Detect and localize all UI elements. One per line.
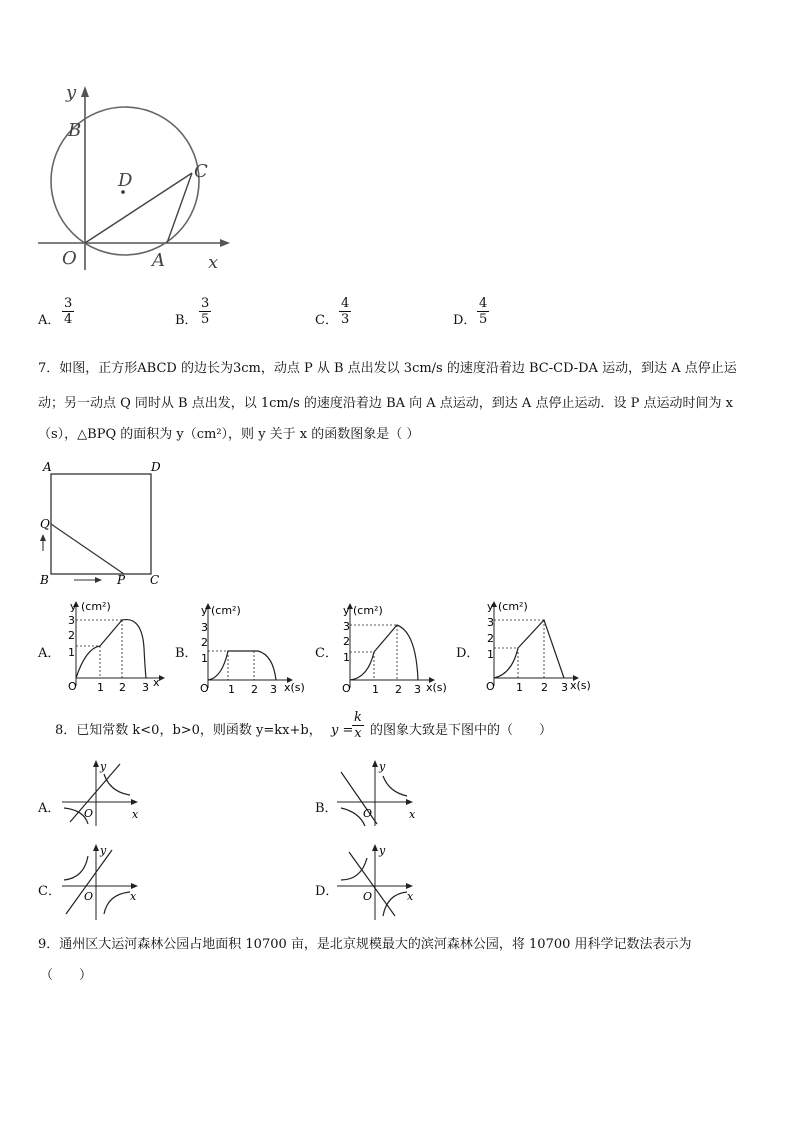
q8-text-prefix: 8．已知常数 k<0，b>0，则函数 y=kx+b， (55, 723, 322, 738)
q7-square-q: Q (40, 517, 50, 531)
q6-label-c: C (194, 161, 208, 182)
q7-square-figure (36, 458, 171, 588)
svg-text:2: 2 (395, 683, 402, 695)
svg-text:x: x (409, 808, 416, 821)
svg-text:O: O (84, 807, 94, 820)
svg-text:3: 3 (201, 621, 208, 634)
svg-text:1: 1 (372, 683, 379, 695)
svg-text:1: 1 (487, 648, 494, 661)
q9-text-line1: 9．通州区大运河森林公园占地面积 10700 亩，是北京规模最大的滨河森林公园，将 10700 用科学记数法表示为 (38, 937, 692, 952)
q6-label-d: D (118, 170, 133, 191)
svg-text:1: 1 (343, 651, 350, 664)
svg-text:x: x (132, 808, 139, 821)
q8-option-c-letter[interactable]: C． (38, 884, 61, 899)
q8-formula-y: y = (331, 723, 354, 738)
q7-square-d: D (151, 460, 161, 474)
svg-text:1: 1 (516, 681, 523, 693)
svg-text:(cm²): (cm²) (211, 604, 241, 617)
q7-square-a: A (43, 460, 52, 474)
svg-text:1: 1 (68, 646, 75, 659)
q8-option-b-letter[interactable]: B． (315, 801, 338, 816)
q7-graph-b (198, 600, 310, 699)
svg-text:y: y (487, 600, 494, 613)
q7-text-line3: （s），△BPQ 的面积为 y（cm²），则 y 关于 x 的函数图象是（ ） (38, 427, 420, 442)
q6-option-c-fraction (339, 296, 351, 327)
q7-option-d-letter[interactable]: D． (456, 646, 480, 661)
svg-text:3: 3 (414, 683, 421, 695)
svg-text:y: y (70, 600, 77, 613)
svg-text:O: O (200, 682, 209, 695)
svg-text:O: O (342, 682, 351, 695)
svg-text:y: y (201, 604, 208, 617)
svg-text:3: 3 (343, 620, 350, 633)
q7-square-p: P (117, 573, 126, 587)
q6-label-o: O (62, 248, 77, 269)
svg-text:O: O (363, 890, 373, 903)
svg-text:3: 3 (561, 681, 568, 693)
q6-option-b-letter[interactable]: B． (175, 313, 198, 328)
q6-label-x: x (208, 252, 219, 273)
q6-option-a-fraction (62, 296, 74, 327)
svg-text:2: 2 (487, 632, 494, 645)
svg-text:2: 2 (68, 629, 75, 642)
svg-text:x(s): x(s) (426, 681, 447, 694)
q8-graph-b (335, 758, 417, 832)
q6-option-d-fraction (477, 296, 489, 327)
svg-text:x(s): x(s) (570, 679, 591, 692)
q7-option-b-letter[interactable]: B． (175, 646, 198, 661)
q6-option-c-letter[interactable]: C． (315, 313, 338, 328)
svg-text:x: x (153, 676, 160, 689)
svg-text:1: 1 (97, 681, 104, 693)
q7-option-a-letter[interactable]: A． (38, 646, 61, 661)
svg-text:O: O (486, 680, 495, 693)
q6-option-b-num: 3 (201, 296, 210, 311)
q7-graph-d (482, 598, 597, 697)
q6-label-y: y (66, 82, 77, 103)
q6-option-d-num: 4 (479, 296, 488, 311)
q7-option-c-letter[interactable]: C． (315, 646, 338, 661)
q8-text-suffix: 的图象大致是下图中的（ ） (370, 723, 553, 738)
q8-option-a-letter[interactable]: A． (38, 801, 61, 816)
q6-option-d-den: 5 (479, 312, 488, 327)
svg-text:x(s): x(s) (284, 681, 305, 694)
q8-graph-d (335, 842, 417, 926)
svg-text:x: x (407, 890, 414, 903)
svg-text:2: 2 (343, 635, 350, 648)
svg-text:3: 3 (270, 683, 277, 695)
q8-graph-c (60, 842, 142, 926)
q6-option-b-fraction (199, 296, 211, 327)
q6-option-a-letter[interactable]: A． (38, 313, 61, 328)
svg-text:3: 3 (68, 614, 75, 627)
q7-text-line1: 7．如图，正方形ABCD 的边长为3cm，动点 P 从 B 点出发以 3cm/s 的速度沿着边 BC-CD-DA 运动，到达 A 点停止运 (38, 361, 737, 376)
q6-figure (30, 80, 240, 275)
q8-formula-den: x (354, 726, 362, 741)
svg-text:O: O (68, 680, 77, 693)
svg-text:2: 2 (119, 681, 126, 693)
svg-text:y: y (379, 844, 386, 857)
q7-text-line2: 动；另一动点 Q 同时从 B 点出发，以 1cm/s 的速度沿着边 BA 向 A 点运动，到达 A 点停止运动．设 P 点运动时间为 x (38, 396, 733, 411)
q6-option-c-num: 4 (341, 296, 350, 311)
svg-text:y: y (379, 760, 386, 773)
q8-formula-fraction (352, 710, 364, 741)
svg-text:1: 1 (228, 683, 235, 695)
q8-graph-a (60, 758, 142, 832)
svg-text:y: y (100, 844, 107, 857)
q6-option-c-den: 3 (341, 312, 350, 327)
svg-text:(cm²): (cm²) (498, 600, 528, 613)
q7-graph-c (340, 600, 452, 699)
q9-text-line2: （ ） (40, 968, 93, 983)
svg-text:y: y (343, 604, 350, 617)
svg-text:(cm²): (cm²) (81, 600, 111, 613)
q6-label-b: B (68, 120, 82, 141)
q6-option-b-den: 5 (201, 312, 210, 327)
svg-text:x: x (130, 890, 137, 903)
q7-square-b: B (40, 573, 49, 587)
q7-square-c: C (150, 573, 160, 587)
q6-option-a-den: 4 (64, 312, 73, 327)
svg-text:y: y (100, 760, 107, 773)
q6-circle-diagram (30, 80, 240, 275)
svg-text:2: 2 (201, 636, 208, 649)
svg-text:(cm²): (cm²) (353, 604, 383, 617)
q6-option-a-num: 3 (64, 296, 73, 311)
svg-text:O: O (84, 890, 94, 903)
svg-text:3: 3 (487, 616, 494, 629)
q8-option-d-letter[interactable]: D． (315, 884, 339, 899)
svg-text:2: 2 (541, 681, 548, 693)
q6-label-a: A (152, 250, 165, 271)
svg-text:O: O (363, 807, 373, 820)
q8-formula-num: k (354, 710, 362, 725)
q6-option-d-letter[interactable]: D． (453, 313, 477, 328)
svg-text:1: 1 (201, 652, 208, 665)
q7-graph-a (62, 598, 172, 697)
svg-text:3: 3 (142, 681, 149, 693)
svg-text:2: 2 (251, 683, 258, 695)
